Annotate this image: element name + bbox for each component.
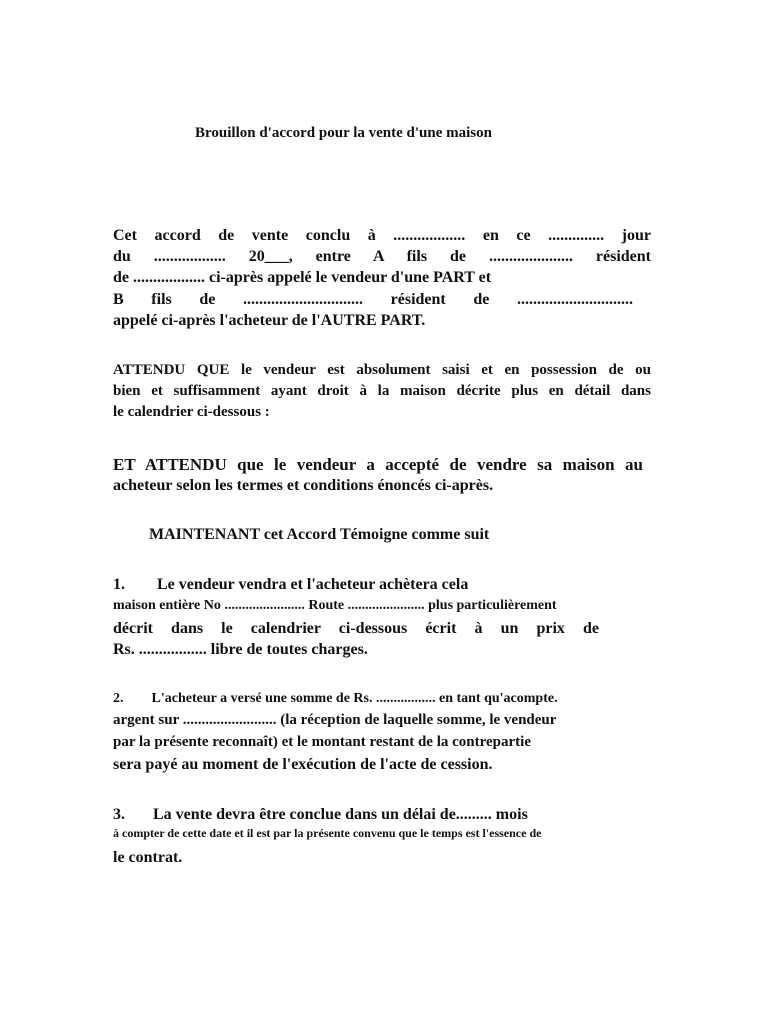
et-attendu-line-2: acheteur selon les termes et conditions énoncés ci-après.: [113, 477, 494, 494]
et-attendu-line-1: ET ATTENDU que le vendeur a accepté de vendre sa maison au: [113, 455, 643, 474]
attendu-line-1: ATTENDU QUE le vendeur est absolument saisi et en possession de ou: [113, 362, 651, 378]
intro-line-4: B fils de .............................. résident de .............................: [113, 291, 633, 308]
clause2-line-3: par la présente reconnaît) et le montant restant de la contrepartie: [113, 734, 531, 750]
clause2-line-1: 2. L'acheteur a versé une somme de Rs. ................. en tant qu'acompte.: [113, 691, 558, 706]
clause3-line-3: le contrat.: [113, 849, 183, 866]
intro-line-3: de .................. ci-après appelé le vendeur d'une PART et: [113, 269, 492, 286]
intro-line-1: Cet accord de vente conclu à .................. en ce .............. jour: [113, 227, 651, 244]
clause2-line-4: sera payé au moment de l'exécution de l'acte de cession.: [113, 756, 493, 773]
clause3-line-1: 3. La vente devra être conclue dans un délai de......... mois: [113, 806, 528, 823]
clause2-line-2: argent sur ......................... (la réception de laquelle somme, le vendeur: [113, 712, 557, 728]
clause3-line-2: à compter de cette date et il est par la présente convenu que le temps est l'essence de: [113, 826, 542, 840]
intro-line-5: appelé ci-après l'acheteur de l'AUTRE PART.: [113, 312, 426, 329]
document-title: Brouillon d'accord pour la vente d'une maison: [195, 125, 492, 141]
attendu-line-3: le calendrier ci-dessous :: [113, 404, 270, 420]
clause1-line-4: Rs. ................. libre de toutes charges.: [113, 641, 368, 658]
maintenant-heading: MAINTENANT cet Accord Témoigne comme suit: [149, 526, 490, 543]
clause1-line-1: 1. Le vendeur vendra et l'acheteur achètera cela: [113, 576, 469, 593]
clause1-line-2: maison entière No ....................... Route ...................... plus particulièrement: [113, 598, 557, 613]
intro-line-2: du .................. 20___, entre A fils de ..................... résident: [113, 248, 651, 265]
clause1-line-3: décrit dans le calendrier ci-dessous écrit à un prix de: [113, 620, 599, 637]
attendu-line-2: bien et suffisamment ayant droit à la maison décrite plus en détail dans: [113, 383, 651, 399]
